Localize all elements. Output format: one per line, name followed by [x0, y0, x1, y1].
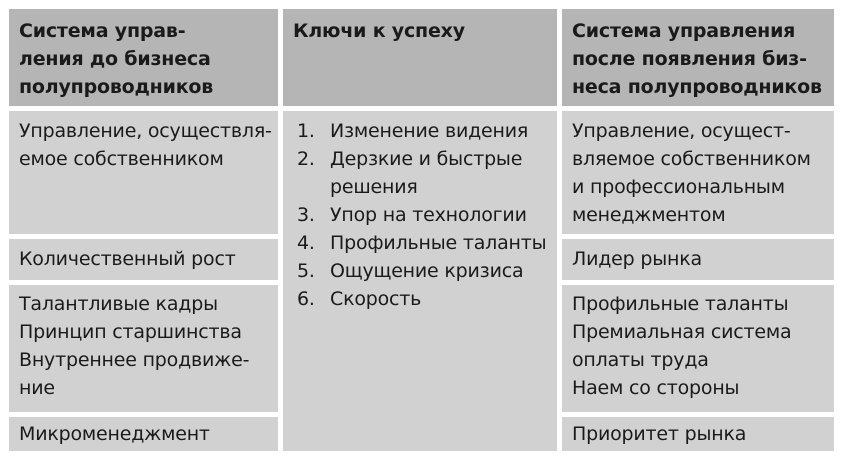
header-after: [562, 9, 834, 106]
before-row-talents: [9, 285, 278, 412]
keys-item-text: Профильные таланты: [330, 232, 547, 254]
keys-item-text: Скорость: [330, 288, 422, 310]
before-row-management: [9, 111, 278, 234]
after-row-management: [562, 111, 834, 234]
header-before-line: ления до бизнеса: [19, 48, 211, 70]
keys-list-item: [293, 229, 547, 257]
keys-list-item: [293, 117, 547, 145]
after-row-line: Приоритет рынка: [572, 423, 747, 445]
header-before: [9, 9, 278, 106]
after-row-line: вляемое собственником: [572, 148, 811, 170]
header-before-line: полупроводников: [19, 76, 214, 98]
after-row-talents: [562, 285, 834, 412]
keys-list: [293, 117, 547, 313]
after-row-line: менеджментом: [572, 204, 726, 226]
before-row-line: Количественный рост: [19, 248, 236, 270]
after-row-line: Управление, осущест-: [572, 120, 791, 142]
keys-item-number: 6.: [297, 288, 315, 310]
keys-list-cell: [283, 111, 557, 451]
header-before-line: Система управ-: [19, 20, 186, 42]
before-row-growth: [9, 239, 278, 280]
keys-list-item: [293, 285, 547, 313]
after-row-line: оплаты труда: [572, 349, 709, 371]
keys-list-item: [293, 201, 547, 229]
keys-item-text: Дерзкие и быстрые: [330, 148, 523, 170]
keys-item-text: решения: [330, 176, 418, 198]
header-keys-line: Ключи к успеху: [293, 20, 465, 42]
keys-list-item: [293, 257, 547, 285]
before-row-line: Талантливые кадры: [19, 293, 218, 315]
after-row-line: и профессиональным: [572, 176, 785, 198]
after-row-market-priority: [562, 417, 834, 451]
keys-item-number: 4.: [297, 232, 315, 254]
header-after-line: после появления биз-: [572, 48, 807, 70]
keys-item-number: 3.: [297, 204, 315, 226]
after-row-line: Лидер рынка: [572, 248, 702, 270]
before-row-line: ние: [19, 377, 55, 399]
keys-item-number: 5.: [297, 260, 315, 282]
header-after-line: Система управления: [572, 20, 796, 42]
header-keys: [283, 9, 557, 106]
keys-list-item: [293, 145, 547, 201]
before-row-line: Микроменеджмент: [19, 423, 210, 445]
keys-item-text: Ощущение кризиса: [330, 260, 524, 282]
before-row-line: емое собственником: [19, 148, 224, 170]
header-after-line: неса полупроводников: [572, 76, 822, 98]
before-row-micromanagement: [9, 417, 278, 451]
after-row-line: Профильные таланты: [572, 293, 789, 315]
keys-item-text: Изменение видения: [330, 120, 529, 142]
after-row-market-leader: [562, 239, 834, 280]
keys-item-number: 2.: [297, 148, 315, 170]
keys-item-number: 1.: [297, 120, 315, 142]
before-row-line: Внутреннее продвиже-: [19, 349, 250, 371]
keys-item-text: Упор на технологии: [330, 204, 527, 226]
before-row-line: Управление, осуществля-: [19, 120, 272, 142]
before-row-line: Принцип старшинства: [19, 321, 242, 343]
after-row-line: Премиальная система: [572, 321, 792, 343]
after-row-line: Наем со стороны: [572, 377, 740, 399]
